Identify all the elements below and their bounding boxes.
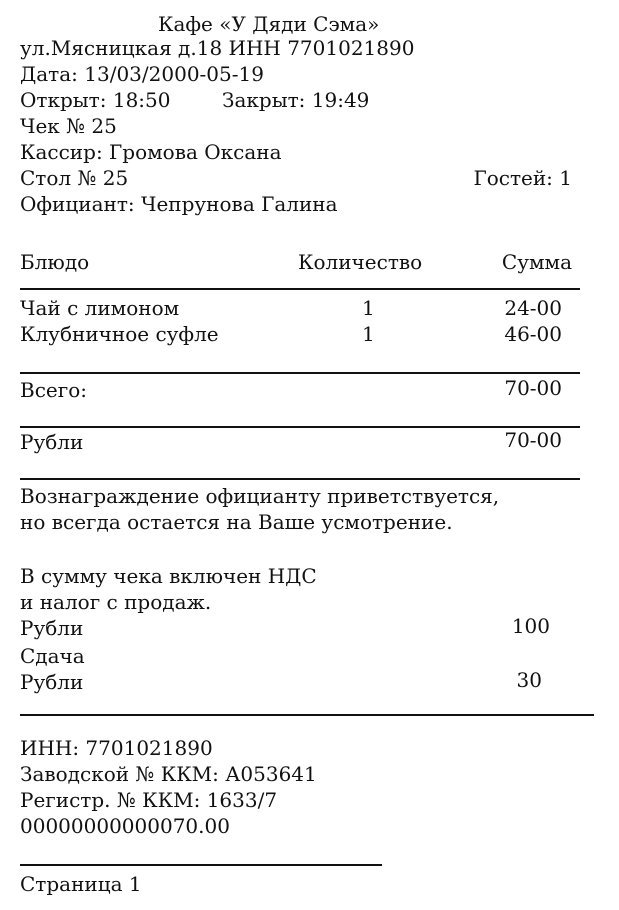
footer-inn: ИНН: 7701021890 <box>20 736 213 760</box>
page-number: Страница 1 <box>20 872 142 896</box>
divider-line <box>20 864 382 866</box>
change-value: 30 <box>516 668 542 692</box>
table-number: Стол № 25 <box>20 166 129 190</box>
total-value: 70-00 <box>504 376 562 400</box>
divider-line <box>20 288 580 290</box>
col-qty-header: Количество <box>298 250 423 274</box>
change-rub-label: Рубли <box>20 670 84 694</box>
date-line: Дата: 13/03/2000-05-19 <box>20 62 264 86</box>
cafe-name: Кафе «У Дяди Сэма» <box>158 12 380 36</box>
footer-code: 00000000000070.00 <box>20 814 230 838</box>
col-sum-header: Сумма <box>501 250 572 274</box>
footer-registration-number: Регистр. № ККМ: 1633/7 <box>20 788 278 812</box>
footer-factory-number: Заводской № ККМ: А053641 <box>20 762 317 786</box>
vat-note-line: В сумму чека включен НДС <box>20 564 317 588</box>
divider-line <box>20 478 580 480</box>
item-qty: 1 <box>362 322 375 346</box>
change-label: Сдача <box>20 644 85 668</box>
paid-value: 100 <box>511 614 550 638</box>
guests-count: Гостей: 1 <box>473 166 572 190</box>
rubles-value: 70-00 <box>504 428 562 452</box>
rubles-label: Рубли <box>20 430 84 454</box>
address-line: ул.Мясницкая д.18 ИНН 7701021890 <box>20 36 415 60</box>
divider-line <box>20 714 594 716</box>
tip-note-line: Вознаграждение официанту приветствуется, <box>20 484 500 508</box>
cashier-line: Кассир: Громова Оксана <box>20 140 282 164</box>
waiter-line: Официант: Чепрунова Галина <box>20 192 338 216</box>
tip-note-line: но всегда остается на Ваше усмотрение. <box>20 510 453 534</box>
item-name: Чай с лимоном <box>20 296 180 320</box>
closed-time: Закрыт: 19:49 <box>222 88 370 112</box>
divider-line <box>20 372 580 374</box>
item-qty: 1 <box>362 296 375 320</box>
paid-label: Рубли <box>20 616 84 640</box>
item-sum: 46-00 <box>504 322 562 346</box>
opened-time: Открыт: 18:50 <box>20 88 171 112</box>
vat-note-line: и налог с продаж. <box>20 590 212 614</box>
item-name: Клубничное суфле <box>20 322 219 346</box>
col-dish-header: Блюдо <box>20 250 90 274</box>
check-number: Чек № 25 <box>20 114 117 138</box>
total-label: Всего: <box>20 378 87 402</box>
item-sum: 24-00 <box>504 296 562 320</box>
